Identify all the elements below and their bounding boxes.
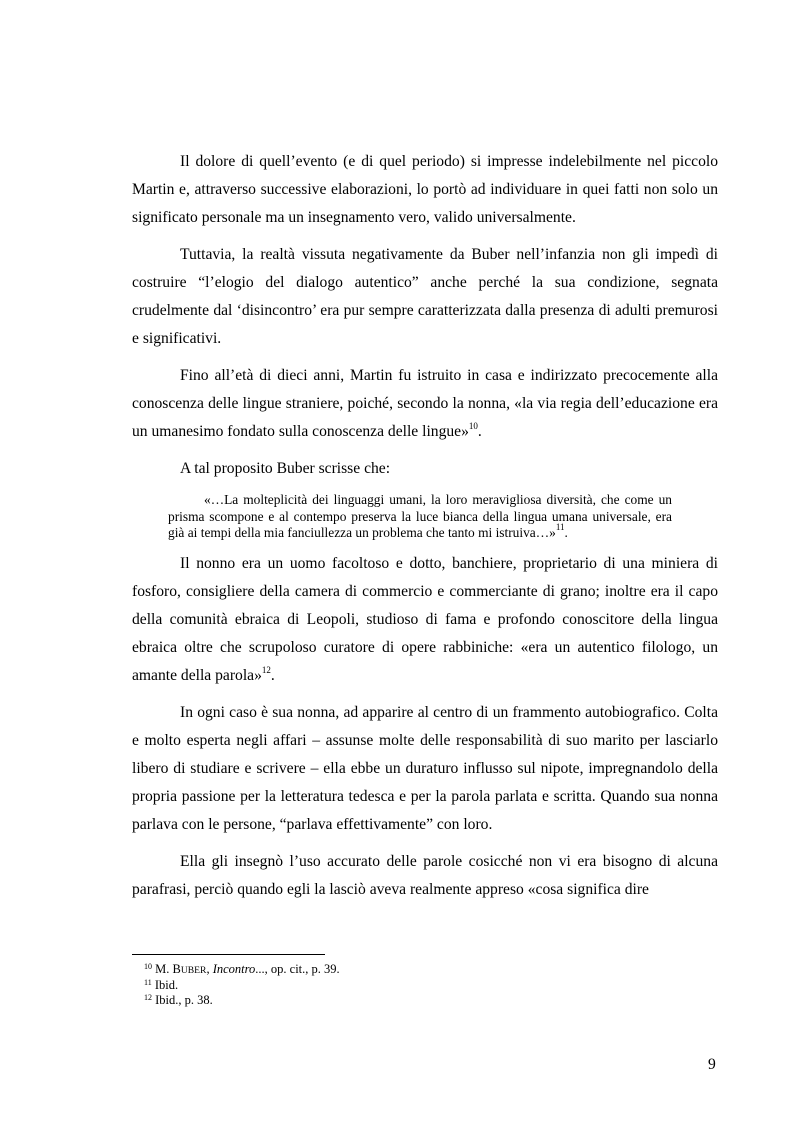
paragraph: Ella gli insegnò l’uso accurato delle parole cosicché non vi era bisogno di alcuna parafrasi, perciò quando egli la lasciò aveva realmente appreso «cosa significa dire bbox=[132, 852, 718, 898]
footnote-ref[interactable]: 11 bbox=[555, 522, 565, 532]
footnote-ref[interactable]: 10 bbox=[468, 421, 478, 431]
footnote-ref[interactable]: 12 bbox=[261, 664, 271, 675]
paragraph: Il dolore di quell’evento (e di quel periodo) si impresse indelebilmente nel piccolo Martin e, attraverso successive elaborazioni, lo portò ad individuare in quei fatti non solo un significato personale ma un insegnamento vero, valido universalmente. bbox=[132, 153, 718, 226]
footnote: $^{11}$ Ibid. bbox=[144, 978, 179, 992]
page-number: 9 bbox=[708, 1056, 716, 1073]
footnote-separator bbox=[132, 954, 325, 955]
footnotes bbox=[144, 962, 340, 1008]
footnote: $^{12}$ Ibid., p. 38. bbox=[144, 993, 213, 1007]
paragraph: A tal proposito Buber scrisse che: bbox=[180, 460, 391, 477]
paragraph: Fino all’età di dieci anni, Martin fu istruito in casa e indirizzato precocemente alla conoscenza delle lingue straniere, poiché, secondo la nonna, «la via regia dell’educazione era un umanesimo fondato sulla conoscenza delle lingue»$^{10}$. bbox=[132, 367, 718, 440]
paragraph: Il nonno era un uomo facoltoso e dotto, banchiere, proprietario di una miniera di fosforo, consigliere della camera di commercio e commerciante di grano; inoltre era il capo della comunità ebraica di Leopoli, studioso di fama e profondo conoscitore della lingua ebraica oltre che scrupoloso curatore di opere rabbiniche: «era un autentico filologo, un amante della parola»$^{12}$. bbox=[132, 554, 718, 684]
footnote: $^{10}$ M. BUBER, Incontro..., op. cit., p. 39. bbox=[144, 962, 340, 976]
block-quote: «…La molteplicità dei linguaggi umani, la loro meravigliosa diversità, che come un prisma scompone e al contempo preserva la luce bianca della lingua umana universale, era già ai tempi della mia fanciullezza un problema che tanto mi istruiva…»$^{11}$. bbox=[168, 492, 672, 540]
main-text bbox=[132, 148, 718, 913]
paragraph: Tuttavia, la realtà vissuta negativamente da Buber nell’infanzia non gli impedì di costruire “l’elogio del dialogo autentico” anche perché la sua condizione, segnata crudelmente dal ‘disincontro’ era pur sempre caratterizzata dalla presenza di adulti premurosi e significativi. bbox=[132, 246, 718, 347]
paragraph: In ogni caso è sua nonna, ad apparire al centro di un frammento autobiografico. Colta e molto esperta negli affari – assunse molte delle responsabilità di suo marito per lasciarlo libero di studiare e scrivere – ella ebbe un duraturo influsso sul nipote, impregnandolo della propria passione per la letteratura tedesca e per la parola parlata e scritta. Quando sua nonna parlava con le persone, “parlava effettivamente” con loro. bbox=[132, 703, 718, 833]
